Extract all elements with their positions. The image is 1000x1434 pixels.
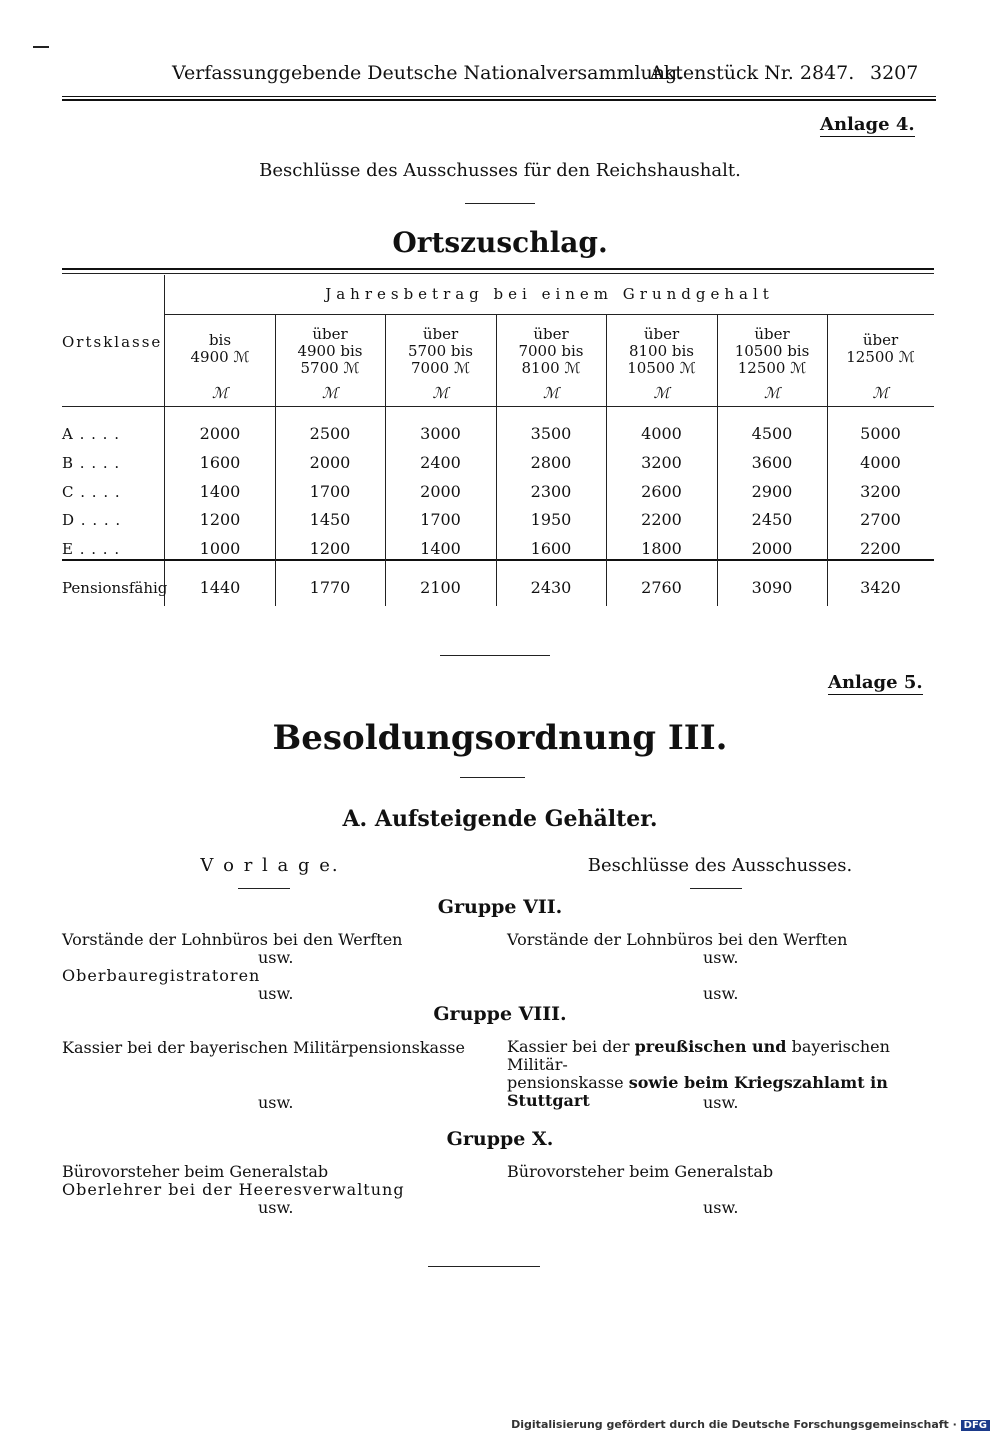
table-cell: 2800	[530, 453, 572, 472]
col-header-3	[385, 326, 496, 377]
list-item: usw.	[703, 1093, 739, 1112]
annex5-label	[828, 672, 923, 693]
table-cell: 2000	[199, 424, 241, 443]
annex4-title: Ortszuschlag.	[392, 226, 608, 259]
col-header-6-l2: 10500 bis	[734, 342, 810, 360]
column-head-right: Beschlüsse des Ausschusses.	[587, 855, 853, 876]
annex5-section: A. Aufsteigende Gehälter.	[342, 806, 658, 832]
annex4-subtitle: Beschlüsse des Ausschusses für den Reichshaushalt.	[259, 160, 741, 181]
list-item: Vorstände der Lohnbüros bei den Werften	[62, 930, 403, 949]
running-title: Verfassunggebende Deutsche Nationalversammlung.	[172, 62, 684, 84]
list-item: usw.	[703, 1198, 739, 1217]
document-number: Aktenstück Nr. 2847.	[650, 62, 855, 84]
col-header-2-l3: 5700 ℳ	[300, 359, 360, 377]
group-heading-x: Gruppe X.	[446, 1128, 554, 1150]
header-rule-thin	[62, 96, 936, 97]
list-item: usw.	[258, 948, 294, 967]
table-cell: 3000	[420, 424, 461, 443]
bold-span: Stuttgart	[507, 1091, 590, 1110]
column-head-right-rule	[690, 888, 742, 889]
unit-1: ℳ	[211, 384, 229, 402]
table-cell: 2450	[751, 510, 793, 529]
col-header-6-l1: über	[754, 325, 790, 343]
list-item: Kassier bei der bayerischen Militärpensionskasse	[62, 1038, 465, 1057]
col-header-5-l2: 8100 bis	[628, 342, 695, 360]
unit-6: ℳ	[763, 384, 781, 402]
table-row-header: Ortsklasse	[62, 333, 163, 351]
table-pension-rule	[62, 559, 934, 561]
unit-3: ℳ	[432, 384, 449, 402]
row-label: E . . . .	[62, 540, 121, 558]
col-header-3-l2: 5700 bis	[407, 342, 474, 360]
table-cell: 2700	[860, 510, 901, 529]
table-cell: 4000	[641, 424, 682, 443]
row-label: A . . . .	[62, 425, 120, 443]
text-span: bayerischen Militär-	[507, 1037, 890, 1074]
col-header-5-l3: 10500 ℳ	[627, 359, 696, 377]
table-cell: 2600	[641, 482, 682, 501]
table-cell: 2430	[530, 578, 572, 597]
header-dash	[33, 46, 49, 48]
text-span: pensionskasse	[507, 1073, 624, 1092]
table-cell: 1800	[641, 539, 682, 558]
list-item: Bürovorsteher beim Generalstab	[62, 1162, 329, 1181]
unit-2: ℳ	[321, 384, 339, 402]
table-head-rule	[62, 406, 934, 407]
table-cell: 2900	[751, 482, 793, 501]
table-cell: 2760	[641, 578, 682, 597]
table-cell: 2000	[420, 482, 461, 501]
table-cell: 1600	[530, 539, 572, 558]
unit-5: ℳ	[653, 384, 670, 402]
unit-4: ℳ	[542, 384, 560, 402]
annex5-label-text: Anlage 5.	[828, 672, 923, 693]
group-heading-vii: Gruppe VII.	[437, 896, 563, 918]
credit-text: Digitalisierung gefördert durch die Deutsche Forschungsgemeinschaft ·	[511, 1418, 957, 1431]
table-cell: 1600	[199, 453, 241, 472]
col-header-6-l3: 12500 ℳ	[737, 359, 807, 377]
annex5-title: Besoldungsordnung III.	[272, 718, 728, 758]
col-header-7-l1: über	[862, 331, 899, 349]
col-header-1-l2: 4900 ℳ	[190, 348, 250, 366]
list-item: Oberlehrer bei der Heeresverwaltung	[62, 1180, 405, 1199]
dfg-logo: DFG	[961, 1420, 990, 1431]
table-top-rule-2	[62, 273, 934, 274]
col-header-4-l1: über	[533, 325, 569, 343]
table-group-header: Jahresbetrag bei einem Grundgehalt	[325, 285, 774, 303]
list-item: usw.	[703, 984, 739, 1003]
col-header-1	[165, 332, 275, 366]
col-header-5	[606, 326, 717, 377]
row-label: D . . . .	[62, 511, 122, 529]
col-header-1-l1: bis	[208, 331, 232, 349]
section-separator	[440, 655, 550, 656]
col-header-6	[717, 326, 827, 377]
table-cell: 1700	[420, 510, 461, 529]
table-cell: 3200	[860, 482, 901, 501]
table-cell: 1400	[199, 482, 241, 501]
annex5-title-rule	[460, 777, 525, 778]
table-cell: 5000	[860, 424, 901, 443]
col-header-4	[496, 326, 606, 377]
col-header-4-l3: 8100 ℳ	[521, 359, 581, 377]
table-cell: 2500	[309, 424, 351, 443]
table-cell: 4500	[751, 424, 793, 443]
col-header-2	[275, 326, 385, 377]
col-header-3-l1: über	[422, 325, 459, 343]
col-header-7-l2: 12500 ℳ	[846, 348, 915, 366]
list-item: usw.	[258, 1093, 294, 1112]
table-cell: 2000	[309, 453, 351, 472]
group-heading-viii: Gruppe VIII.	[433, 1003, 567, 1025]
column-head-left-rule	[238, 888, 290, 889]
list-item: Oberbauregistratoren	[62, 966, 261, 985]
table-cell: 1200	[199, 510, 241, 529]
text-span: Kassier bei der	[507, 1037, 630, 1056]
annex4-subtitle-rule	[465, 203, 535, 204]
digitization-credit	[511, 1418, 990, 1431]
table-cell: 2000	[751, 539, 793, 558]
table-cell: 1450	[309, 510, 351, 529]
col-header-2-l1: über	[312, 325, 348, 343]
list-item: usw.	[258, 984, 294, 1003]
table-cell: 2200	[860, 539, 901, 558]
table-group-rule	[165, 314, 934, 315]
table-cell: 3420	[860, 578, 901, 597]
table-cell: 1770	[309, 578, 351, 597]
annex4-label-text: Anlage 4.	[820, 114, 915, 135]
annex4-label	[820, 114, 915, 135]
row-label-pension: Pensionsfähig	[62, 579, 168, 597]
col-header-5-l1: über	[643, 325, 680, 343]
table-cell: 1440	[199, 578, 241, 597]
table-top-rule	[62, 268, 934, 270]
end-rule	[428, 1266, 540, 1267]
table-cell: 1000	[199, 539, 241, 558]
col-header-7	[827, 332, 934, 366]
col-header-3-l3: 7000 ℳ	[411, 359, 470, 377]
table-cell: 4000	[860, 453, 901, 472]
list-item: usw.	[258, 1198, 294, 1217]
page-number: 3207	[870, 62, 919, 84]
list-item: Bürovorsteher beim Generalstab	[507, 1162, 774, 1181]
table-cell: 1200	[309, 539, 351, 558]
col-header-4-l2: 7000 bis	[518, 342, 584, 360]
table-cell: 3200	[641, 453, 682, 472]
row-label: B . . . .	[62, 454, 121, 472]
table-cell: 2300	[530, 482, 572, 501]
table-cell: 2400	[420, 453, 461, 472]
table-cell: 3600	[751, 453, 793, 472]
col-header-2-l2: 4900 bis	[297, 342, 363, 360]
bold-span: preußischen und	[634, 1037, 787, 1056]
bold-span: sowie beim Kriegszahlamt in	[628, 1073, 888, 1092]
table-cell: 1950	[530, 510, 572, 529]
table-cell: 2100	[420, 578, 461, 597]
table-cell: 2200	[641, 510, 682, 529]
list-item: usw.	[703, 948, 739, 967]
header-rule-thick	[62, 99, 936, 101]
unit-7: ℳ	[872, 384, 889, 402]
table-cell: 1700	[309, 482, 351, 501]
list-item: Vorstände der Lohnbüros bei den Werften	[507, 930, 848, 949]
table-cell: 1400	[420, 539, 461, 558]
column-head-left: V o r l a g e.	[200, 855, 340, 876]
table-cell: 3090	[751, 578, 793, 597]
row-label: C . . . .	[62, 483, 121, 501]
table-cell: 3500	[530, 424, 572, 443]
